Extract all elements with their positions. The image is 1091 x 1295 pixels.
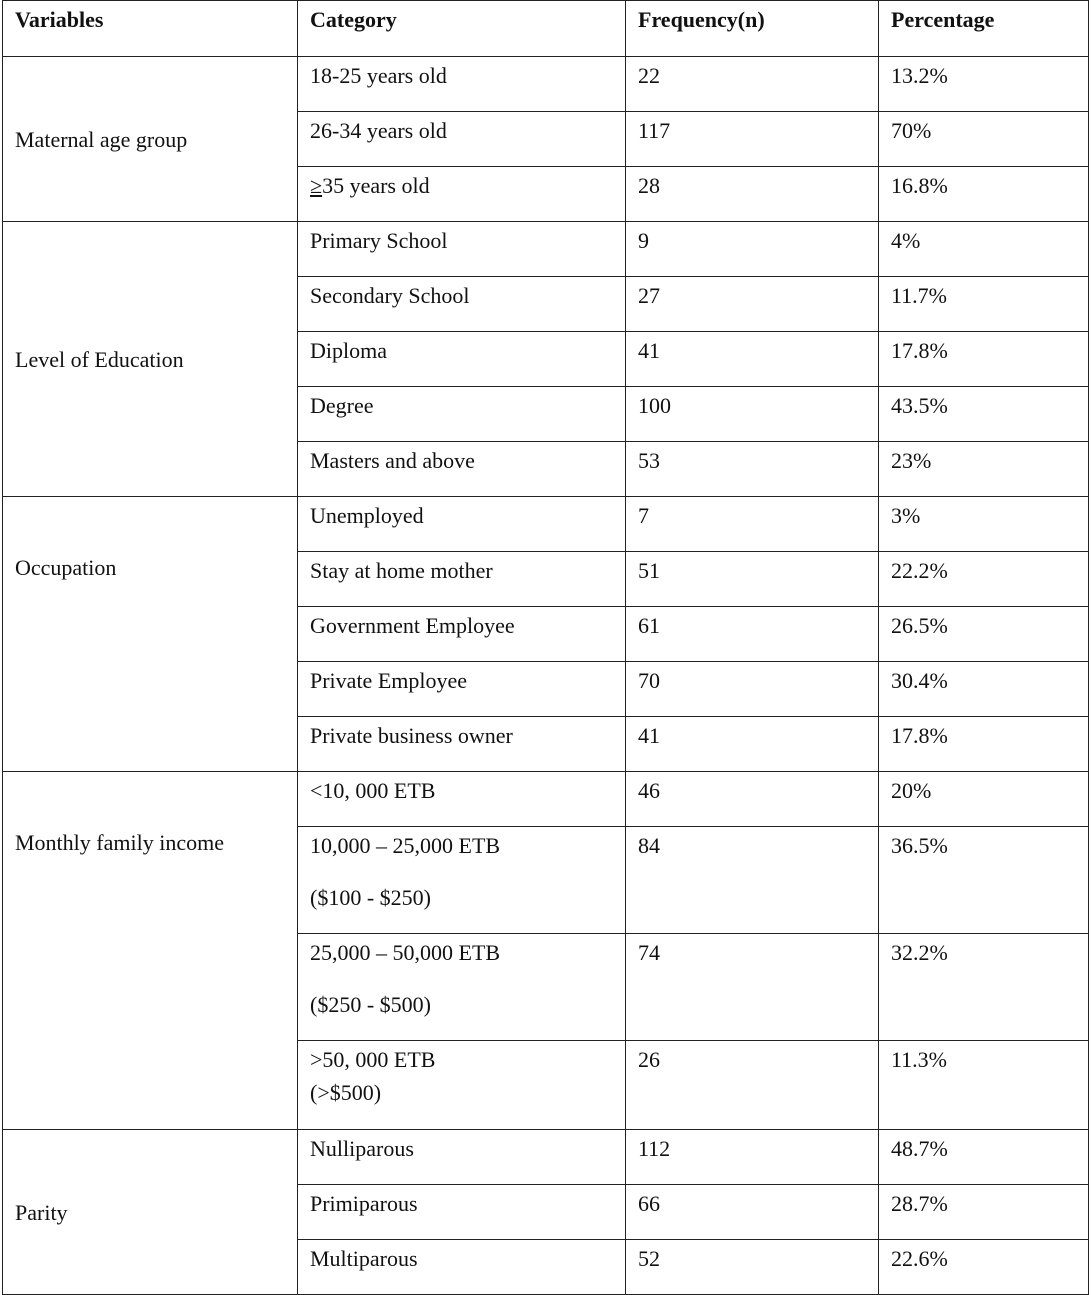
percentage-cell: 28.7%: [879, 1185, 1089, 1240]
category-cell: <10, 000 ETB: [298, 772, 626, 827]
frequency-cell: 66: [626, 1185, 879, 1240]
frequency-cell: 26: [626, 1041, 879, 1130]
frequency-cell: 84: [626, 827, 879, 934]
percentage-cell: 4%: [879, 222, 1089, 277]
category-line2: ($250 - $500): [310, 992, 431, 1017]
header-percentage: Percentage: [879, 1, 1089, 57]
category-line2: ($100 - $250): [310, 885, 431, 910]
frequency-cell: 52: [626, 1240, 879, 1295]
variable-cell: Level of Education: [3, 222, 298, 497]
frequency-cell: 41: [626, 332, 879, 387]
demographics-table: [2, 0, 1089, 1295]
category-cell: Stay at home mother: [298, 552, 626, 607]
percentage-cell: 22.6%: [879, 1240, 1089, 1295]
percentage-cell: 17.8%: [879, 332, 1089, 387]
category-cell: [298, 167, 626, 222]
frequency-cell: 61: [626, 607, 879, 662]
header-row: [3, 1, 1089, 57]
category-cell: Diploma: [298, 332, 626, 387]
percentage-cell: 36.5%: [879, 827, 1089, 934]
table-row: [3, 222, 1089, 277]
frequency-cell: 7: [626, 497, 879, 552]
variable-cell: Monthly family income: [3, 772, 298, 1130]
variable-cell: Parity: [3, 1130, 298, 1295]
percentage-cell: 30.4%: [879, 662, 1089, 717]
variable-cell: Occupation: [3, 497, 298, 772]
category-cell: Primiparous: [298, 1185, 626, 1240]
percentage-cell: 16.8%: [879, 167, 1089, 222]
table-row: [3, 1130, 1089, 1185]
header-frequency: Frequency(n): [626, 1, 879, 57]
percentage-cell: 43.5%: [879, 387, 1089, 442]
frequency-cell: 112: [626, 1130, 879, 1185]
category-text: 35 years old: [322, 173, 430, 198]
percentage-cell: 48.7%: [879, 1130, 1089, 1185]
percentage-cell: 26.5%: [879, 607, 1089, 662]
frequency-cell: 74: [626, 934, 879, 1041]
frequency-cell: 117: [626, 112, 879, 167]
frequency-cell: 51: [626, 552, 879, 607]
frequency-cell: 9: [626, 222, 879, 277]
category-cell: Government Employee: [298, 607, 626, 662]
table-row: [3, 772, 1089, 827]
frequency-cell: 27: [626, 277, 879, 332]
gte-symbol: ≥: [310, 173, 323, 198]
frequency-cell: 53: [626, 442, 879, 497]
category-line1: 10,000 – 25,000 ETB: [310, 833, 501, 858]
table-row: [3, 57, 1089, 112]
frequency-cell: 41: [626, 717, 879, 772]
category-cell: 18-25 years old: [298, 57, 626, 112]
category-cell: Secondary School: [298, 277, 626, 332]
percentage-cell: 3%: [879, 497, 1089, 552]
category-cell: Masters and above: [298, 442, 626, 497]
percentage-cell: 70%: [879, 112, 1089, 167]
percentage-cell: 11.7%: [879, 277, 1089, 332]
category-cell: Multiparous: [298, 1240, 626, 1295]
frequency-cell: 46: [626, 772, 879, 827]
category-cell: Unemployed: [298, 497, 626, 552]
category-cell: 26-34 years old: [298, 112, 626, 167]
percentage-cell: 32.2%: [879, 934, 1089, 1041]
category-cell: [298, 827, 626, 934]
percentage-cell: 22.2%: [879, 552, 1089, 607]
category-cell: Private Employee: [298, 662, 626, 717]
table-row: [3, 497, 1089, 552]
category-line1: >50, 000 ETB: [310, 1047, 436, 1072]
category-cell: Private business owner: [298, 717, 626, 772]
category-cell: [298, 1041, 626, 1130]
frequency-cell: 70: [626, 662, 879, 717]
category-line1: 25,000 – 50,000 ETB: [310, 940, 501, 965]
header-category: Category: [298, 1, 626, 57]
header-variables: Variables: [3, 1, 298, 57]
category-cell: [298, 934, 626, 1041]
percentage-cell: 13.2%: [879, 57, 1089, 112]
percentage-cell: 17.8%: [879, 717, 1089, 772]
frequency-cell: 22: [626, 57, 879, 112]
variable-cell: Maternal age group: [3, 57, 298, 222]
percentage-cell: 11.3%: [879, 1041, 1089, 1130]
percentage-cell: 23%: [879, 442, 1089, 497]
category-cell: Nulliparous: [298, 1130, 626, 1185]
category-cell: Degree: [298, 387, 626, 442]
frequency-cell: 28: [626, 167, 879, 222]
percentage-cell: 20%: [879, 772, 1089, 827]
category-line2: (>$500): [310, 1080, 382, 1105]
category-cell: Primary School: [298, 222, 626, 277]
frequency-cell: 100: [626, 387, 879, 442]
